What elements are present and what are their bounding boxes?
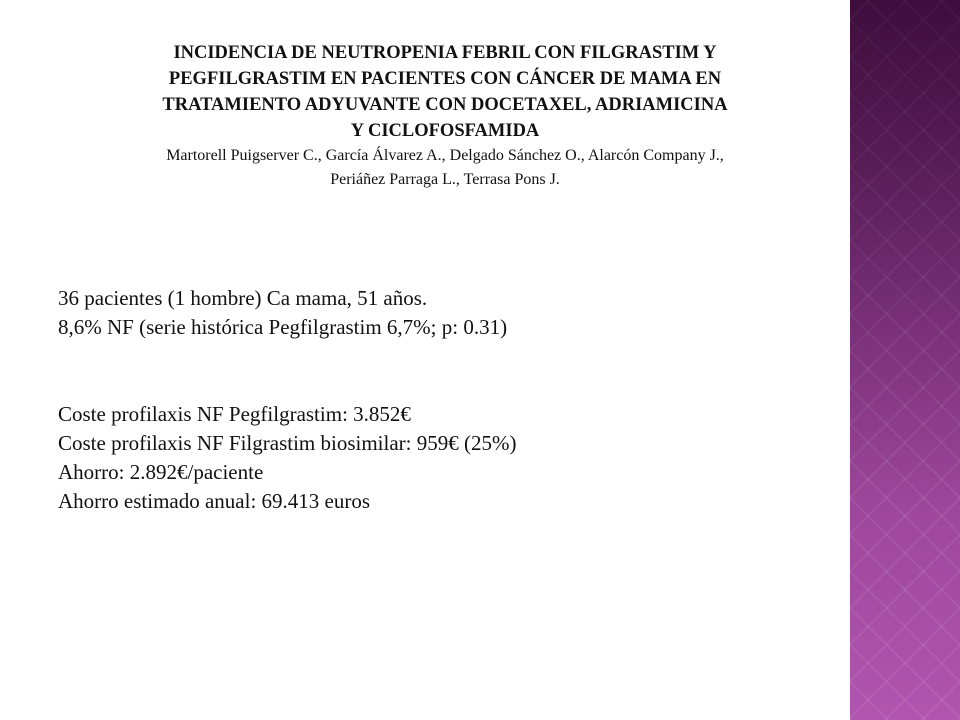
author-list xyxy=(55,144,835,192)
slide-body xyxy=(58,284,838,516)
cost-line: Ahorro estimado anual: 69.413 euros xyxy=(58,489,371,513)
slide-title xyxy=(55,40,835,144)
decorative-side-panel xyxy=(850,0,960,720)
title-line: PEGFILGRASTIM EN PACIENTES CON CÁNCER DE MAMA EN xyxy=(168,69,722,89)
cost-line: Ahorro: 2.892€/paciente xyxy=(58,460,264,484)
title-line: INCIDENCIA DE NEUTROPENIA FEBRIL CON FILGRASTIM Y xyxy=(173,43,717,63)
results-section xyxy=(58,284,838,342)
results-line: 36 pacientes (1 hombre) Ca mama, 51 años. xyxy=(58,286,428,310)
title-line: TRATAMIENTO ADYUVANTE CON DOCETAXEL, ADRIAMICINA xyxy=(162,95,728,115)
cost-line: Coste profilaxis NF Pegfilgrastim: 3.852€ xyxy=(58,402,411,426)
section-spacer xyxy=(58,342,838,400)
costs-section xyxy=(58,400,838,516)
cost-line: Coste profilaxis NF Filgrastim biosimilar: 959€ (25%) xyxy=(58,431,517,455)
title-line: Y CICLOFOSFAMIDA xyxy=(350,121,540,141)
title-block xyxy=(55,40,835,192)
author-line: Periáñez Parraga L., Terrasa Pons J. xyxy=(330,171,560,188)
results-line: 8,6% NF (serie histórica Pegfilgrastim 6,7%; p: 0.31) xyxy=(58,315,508,339)
author-line: Martorell Puigserver C., García Álvarez A., Delgado Sánchez O., Alarcón Company J., xyxy=(166,147,724,164)
